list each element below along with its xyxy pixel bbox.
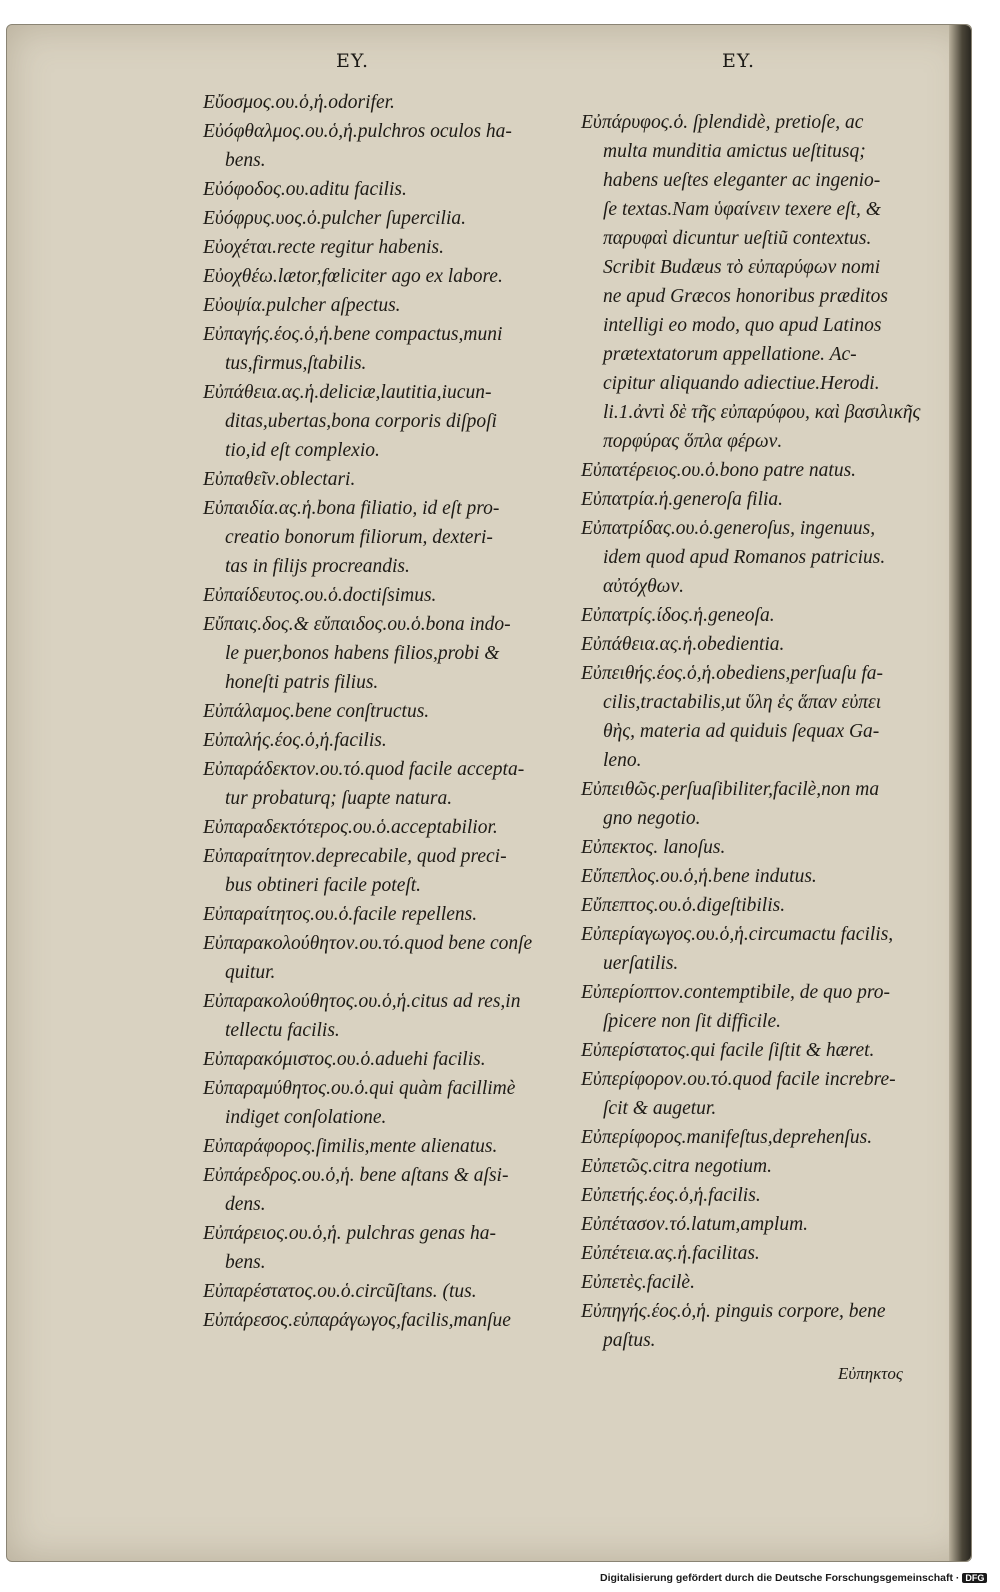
entry-line: multa munditia amictus ueſtitusq;: [603, 141, 866, 162]
page-gutter: [949, 25, 971, 1561]
entry-line: Εὐπειθής.έος.ὁ,ἡ.obediens,perſuaſu fa-: [581, 663, 883, 684]
digitization-credit: [600, 1572, 987, 1584]
entry-line: honeſti patris filius.: [225, 672, 379, 693]
dfg-logo: DFG: [962, 1573, 987, 1583]
entry-line: παρυφαὶ dicuntur ueſtiũ contextus.: [603, 228, 872, 249]
entry-line: Εὐπέτασον.τό.latum,amplum.: [581, 1214, 809, 1235]
entry-line: intelligi eo modo, quo apud Latinos: [603, 315, 882, 336]
entry-line: Εὐπάρειος.ου.ὁ,ἡ. pulchras genas ha-: [203, 1223, 496, 1244]
entry-line: leno.: [603, 750, 642, 771]
entry-line: Εὐοχέται.recte regitur habenis.: [203, 237, 444, 258]
entry-line: Εὐπαραμύθητος.ου.ὁ.qui quàm facillimè: [203, 1078, 516, 1099]
entry-line: Εὐπαραδεκτότερος.ου.ὁ.acceptabilior.: [203, 817, 498, 838]
entry-line: αὐτόχθων.: [603, 576, 684, 597]
entry-line: Scribit Budæus τὸ εὐπαρύφων nomi: [603, 257, 881, 278]
entry-line: Εὐπερίοπτον.contemptibile, de quo pro-: [581, 982, 891, 1003]
entry-line: θὴς, materia ad quiduis ſequax Ga-: [603, 721, 880, 742]
entry-line: li.1.ἀντὶ δὲ τῆς εὐπαρύφου, καὶ βασιλικῆς: [603, 402, 921, 423]
entry-line: habens ueſtes eleganter ac ingenio-: [603, 170, 881, 191]
entry-line: Εὐπάθεια.ας.ἡ.obedientia.: [581, 634, 785, 655]
entry-line: Εὐοχθέω.lætor,fœliciter ago ex labore.: [203, 266, 503, 287]
entry-line: bens.: [225, 150, 266, 171]
entry-line: Εὐπατρίς.ίδος.ἡ.geneoſa.: [581, 605, 775, 626]
entry-line: Εὐπέτεια.ας.ἡ.facilitas.: [581, 1243, 760, 1264]
entry-line: Εὔοσμος.ου.ὁ,ἡ.odorifer.: [203, 92, 395, 113]
entry-line: indiget conſolatione.: [225, 1107, 387, 1128]
entry-line: gno negotio.: [603, 808, 701, 829]
entry-line: tio,id eſt complexio.: [225, 440, 380, 461]
entry-line: Εὐπάρυφος.ὁ. ſplendidè, pretioſe, ac: [581, 112, 864, 133]
entry-line: bens.: [225, 1252, 266, 1273]
entry-line: quitur.: [225, 962, 276, 983]
entry-line: le puer,bonos habens filios,probi &: [225, 643, 500, 664]
entry-line: Εὐπατρίδας.ου.ὁ.generoſus, ingenuus,: [581, 518, 876, 539]
entry-line: tur probaturq; ſuapte natura.: [225, 788, 453, 809]
entry-line: Εὐπαγής.έος.ὁ,ἡ.bene compactus,muni: [203, 324, 503, 345]
entry-line: Εὐπερίφορον.ου.τό.quod facile increbre-: [581, 1069, 896, 1090]
entry-line: Εὐόφθαλμος.ου.ὁ,ἡ.pulchros oculos ha-: [203, 121, 512, 142]
entry-line: Εὐπαραίτητον.deprecabile, quod preci-: [203, 846, 507, 867]
entry-line: ne apud Græcos honoribus præditos: [603, 286, 888, 307]
entry-line: Εὐπαράφορος.ſimilis,mente alienatus.: [203, 1136, 498, 1157]
entry-line: Εὐπάρεσος.εὐπαράγωγος,facilis,manſue: [203, 1310, 511, 1331]
entry-line: creatio bonorum filiorum, dexteri-: [225, 527, 493, 548]
entry-line: tas in filijs procreandis.: [225, 556, 410, 577]
entry-line: bus obtineri facile poteſt.: [225, 875, 422, 896]
entry-line: Εὔπεπλος.ου.ὁ,ἡ.bene indutus.: [581, 866, 817, 887]
entry-line: Εὐόφοδος.ου.aditu facilis.: [203, 179, 407, 200]
entry-line: Εὐπατέρειος.ου.ὁ.bono patre natus.: [581, 460, 857, 481]
entry-line: Εὐπαραίτητος.ου.ὁ.facile repellens.: [203, 904, 478, 925]
entry-line: Εὐπαρακολούθητον.ου.τό.quod bene conſe: [203, 933, 533, 954]
credit-text: Digitalisierung gefördert durch die Deutsche Forschungsgemeinschaft ·: [600, 1572, 960, 1584]
entry-line: Εὐπάθεια.ας.ἡ.deliciæ,lautitia,iucun-: [203, 382, 492, 403]
left-running-head: EY.: [336, 50, 370, 72]
entry-line: Εὐπαρακολούθητος.ου.ὁ,ἡ.citus ad res,in: [203, 991, 521, 1012]
entry-line: Εὐπαρακόμιστος.ου.ὁ.aduehi facilis.: [203, 1049, 486, 1070]
entry-line: Εὐπετὲς.facilè.: [581, 1272, 695, 1293]
entry-line: Εὐόφρυς.υος.ὁ.pulcher ſupercilia.: [203, 208, 467, 229]
entry-line: Εὐπάλαμος.bene conſtructus.: [203, 701, 430, 722]
entry-line: Εὐπαιδία.ας.ἡ.bona filiatio, id eſt pro-: [203, 498, 500, 519]
entry-line: ditas,ubertas,bona corporis diſpoſi: [225, 411, 497, 432]
entry-line: Εὐπατρία.ἡ.generoſa filia.: [581, 489, 784, 510]
entry-line: uerſatilis.: [603, 953, 679, 974]
entry-line: Εὔπαις.δος.& εὔπαιδος.ου.ὁ.bona indo-: [203, 614, 511, 635]
entry-line: prætextatorum appellatione. Ac-: [603, 344, 857, 365]
entry-line: idem quod apud Romanos patricius.: [603, 547, 886, 568]
catchword: Εὐπηκτος: [838, 1364, 903, 1383]
entry-line: Εὐπηγής.έος.ὁ,ἡ. pinguis corpore, bene: [581, 1301, 886, 1322]
entry-line: Εὐπάρεδρος.ου.ὁ,ἡ. bene aſtans & aſsi-: [203, 1165, 509, 1186]
entry-line: Εὐπερίαγωγος.ου.ὁ,ἡ.circumactu facilis,: [581, 924, 894, 945]
entry-line: cipitur aliquando adiectiue.Herodi.: [603, 373, 880, 394]
entry-line: paſtus.: [603, 1330, 656, 1351]
right-running-head: EY.: [722, 50, 756, 72]
left-column: [203, 88, 555, 1335]
entry-line: Εὐπερίστατος.qui facile ſiſtit & hæret.: [581, 1040, 875, 1061]
entry-line: ſcit & augetur.: [603, 1098, 717, 1119]
entry-line: Εὐπαλής.έος.ὁ,ἡ.facilis.: [203, 730, 387, 751]
entry-line: Εὐπαθεῖν.oblectari.: [203, 469, 356, 490]
entry-line: tus,firmus,ſtabilis.: [225, 353, 367, 374]
entry-line: Εὐοψία.pulcher aſpectus.: [203, 295, 401, 316]
entry-line: πορφύρας ὅπλα φέρων.: [603, 431, 783, 452]
entry-line: Εὐπειθῶς.perſuaſibiliter,facilè,non ma: [581, 779, 880, 800]
entry-line: Εὐπαρέστατος.ου.ὁ.circũſtans. (tus.: [203, 1281, 477, 1302]
entry-line: Εὐπετῶς.citra negotium.: [581, 1156, 773, 1177]
entry-line: Εὐπαίδευτος.ου.ὁ.doctiſsimus.: [203, 585, 437, 606]
entry-line: ſpicere non ſit difficile.: [603, 1011, 781, 1032]
entry-line: Εὐπεκτος. lanoſus.: [581, 837, 726, 858]
entry-line: Εὐπερίφορος.manifeſtus,deprehenſus.: [581, 1127, 873, 1148]
entry-line: Εὐπετής.έος.ὁ,ἡ.facilis.: [581, 1185, 761, 1206]
entry-line: tellectu facilis.: [225, 1020, 340, 1041]
entry-line: ſe textas.Nam ὑφαίνειν texere eſt, &: [603, 199, 881, 220]
entry-line: cilis,tractabilis,ut ὕλη ἐς ἅπαν εὐπει: [603, 692, 882, 713]
right-column: [581, 108, 939, 1355]
entry-line: Εὐπαράδεκτον.ου.τό.quod facile accepta-: [203, 759, 525, 780]
entry-line: Εὔπεπτος.ου.ὁ.digeſtibilis.: [581, 895, 786, 916]
entry-line: dens.: [225, 1194, 266, 1215]
